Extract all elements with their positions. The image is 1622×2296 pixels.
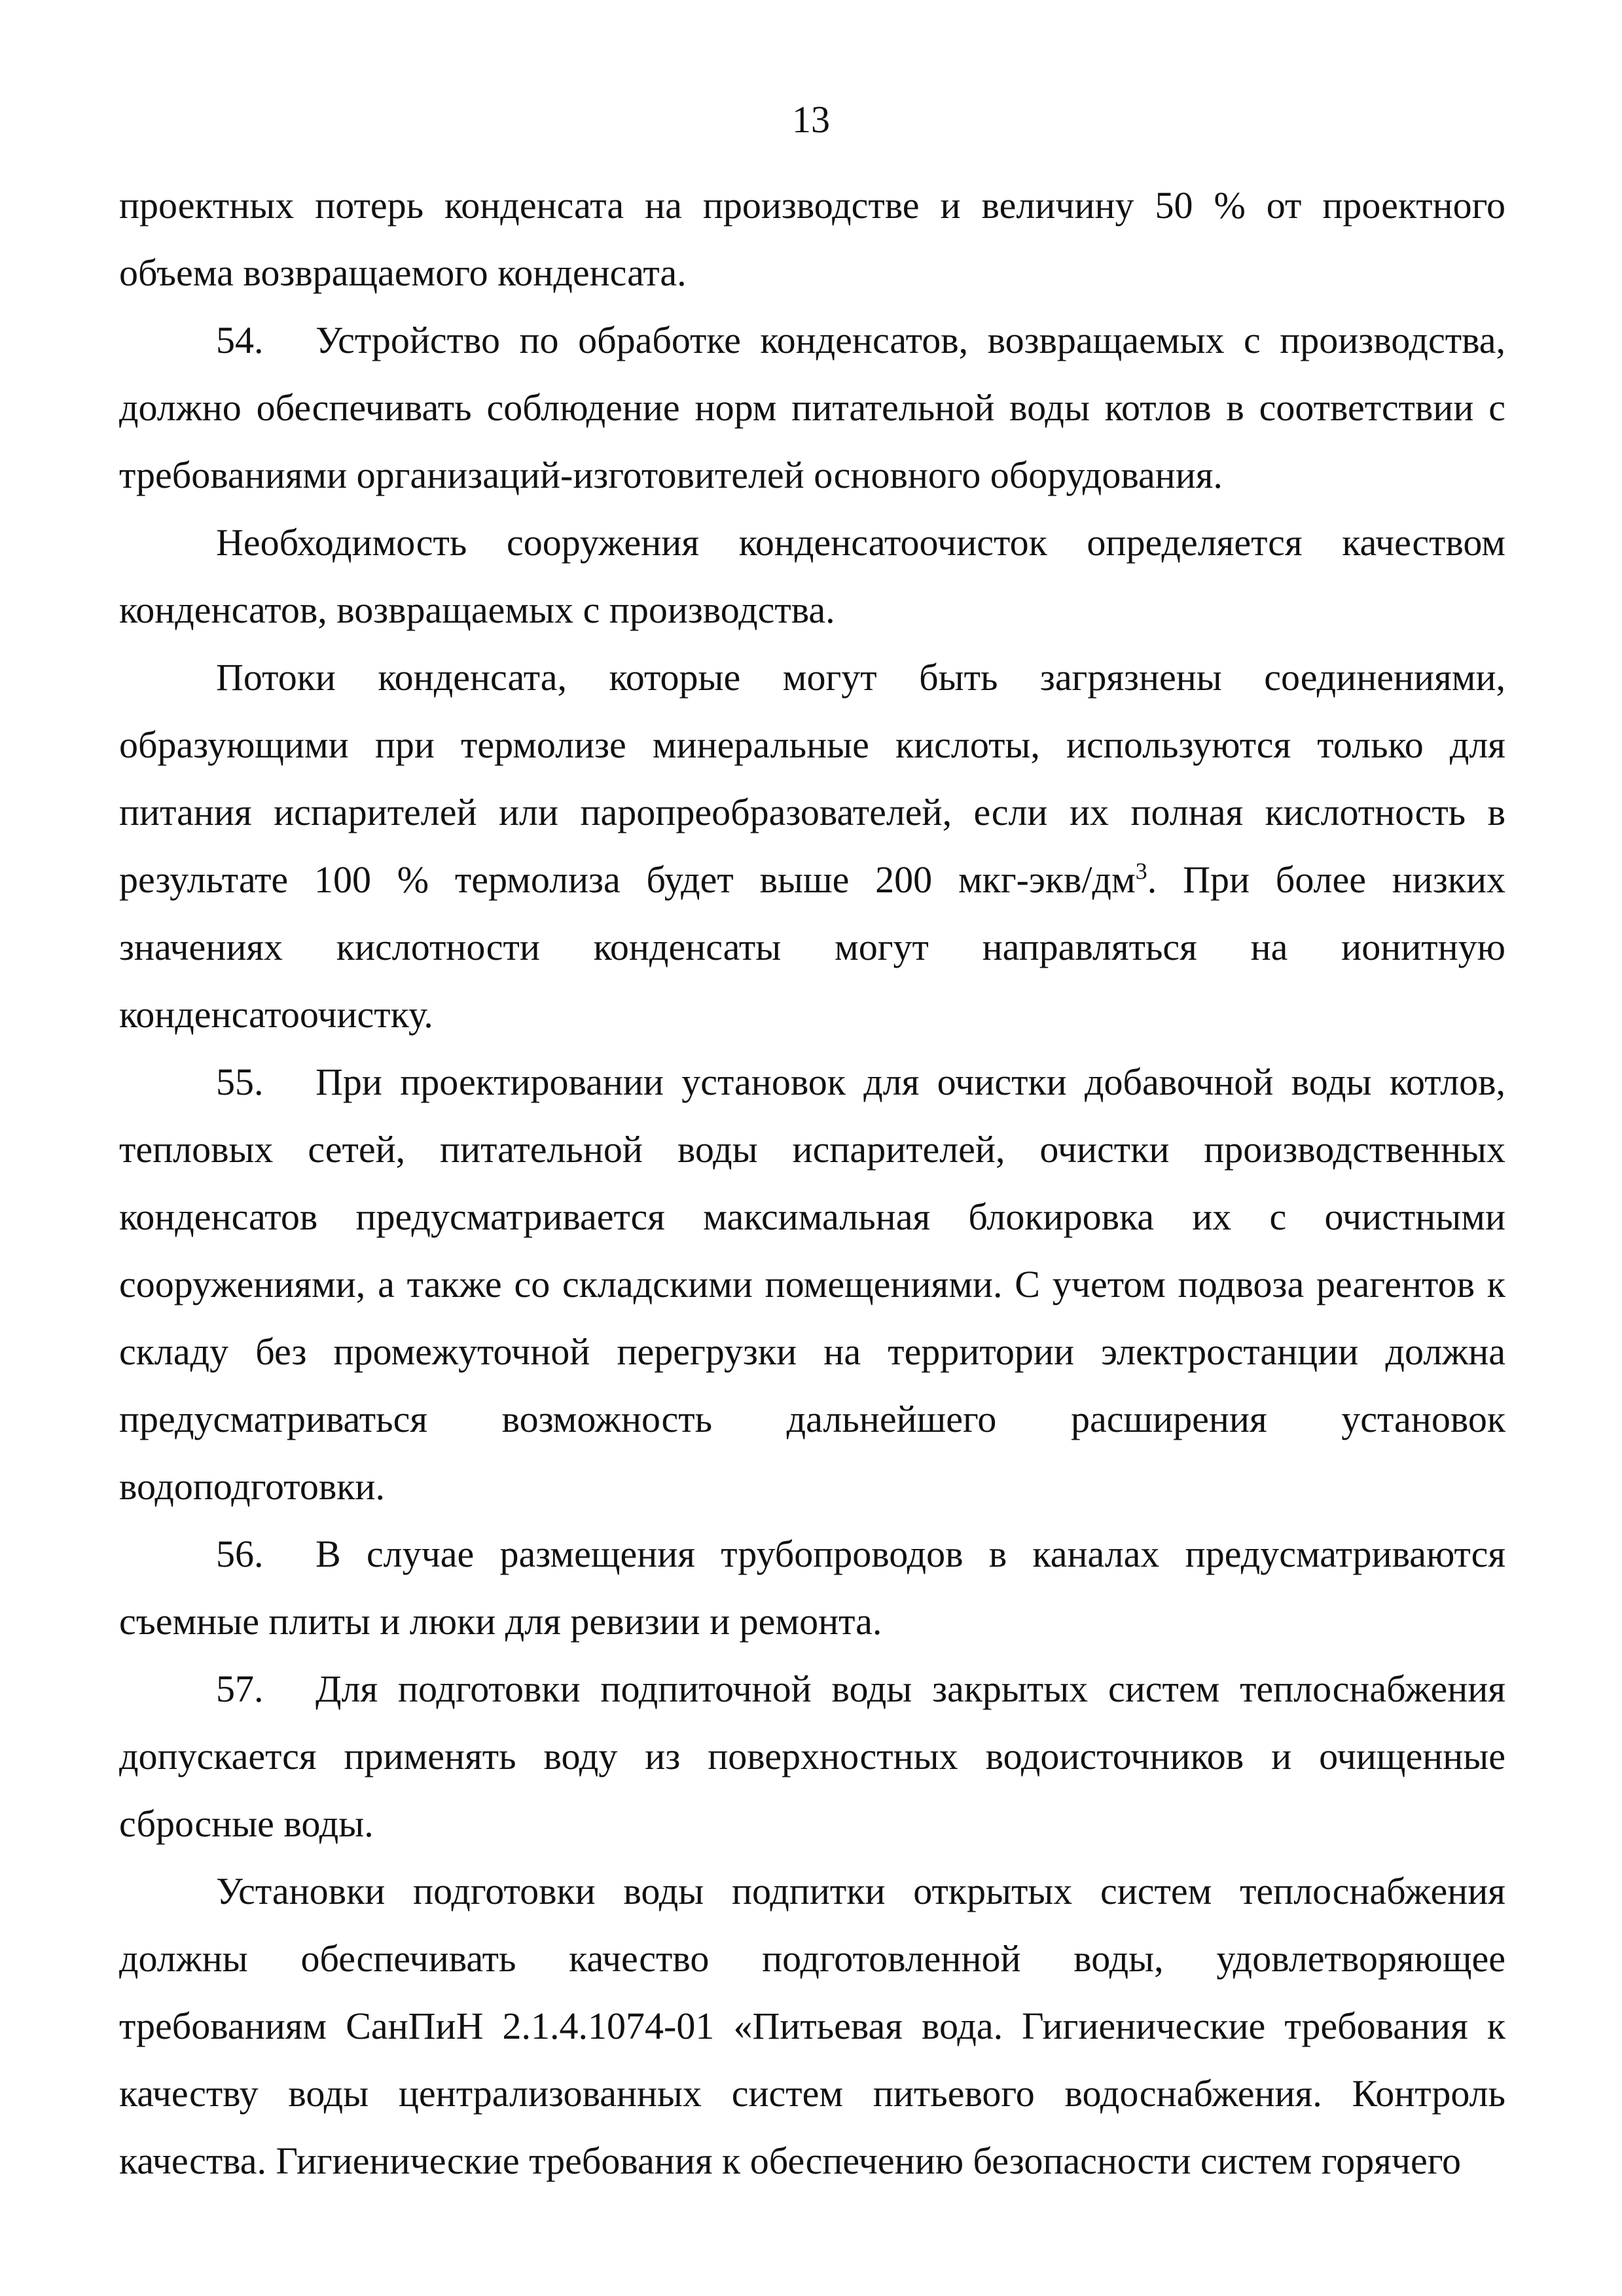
clause-number: 55. xyxy=(216,1061,264,1103)
paragraph-text: Устройство по обработке конденсатов, возвращаемых с производства, должно обеспечивать соблюдение норм питательной воды котлов в соответствии с требованиями организаций-изготовителей основного оборудования. xyxy=(119,319,1505,496)
paragraph-open-systems xyxy=(119,1857,1505,2195)
paragraph-57 xyxy=(119,1655,1505,1857)
paragraph-continuation xyxy=(119,172,1505,306)
paragraph-condensate-flows xyxy=(119,644,1505,1048)
clause-number: 56. xyxy=(216,1533,264,1575)
paragraph-text: В случае размещения трубопроводов в каналах предусматриваются съемные плиты и люки для ревизии и ремонта. xyxy=(119,1533,1505,1643)
paragraph-text: Установки подготовки воды подпитки открытых систем теплоснабжения должны обеспечивать качество подготовленной воды, удовлетворяющее требованиям СанПиН 2.1.4.1074-01 «Питьевая вода. Гигиенические требования к качеству воды централизованных систем питьевого водоснабжения. Контроль качества. Гигиенические требования к обеспечению безопасности систем горячего xyxy=(119,1870,1505,2182)
paragraph-56 xyxy=(119,1520,1505,1655)
paragraph-text: проектных потерь конденсата на производстве и величину 50 % от проектного объема возвращаемого конденсата. xyxy=(119,184,1505,294)
page-number: 13 xyxy=(792,98,830,141)
paragraph-text: . При более низких значениях кислотности конденсаты могут направляться на ионитную конденсатоочистку. xyxy=(119,858,1505,1036)
paragraph-text: Для подготовки подпиточной воды закрытых систем теплоснабжения допускается применять воду из поверхностных водоисточников и очищенные сбросные воды. xyxy=(119,1667,1505,1845)
paragraph-text: Необходимость сооружения конденсатоочисток определяется качеством конденсатов, возвращаемых с производства. xyxy=(119,521,1505,631)
clause-number: 54. xyxy=(216,319,264,361)
paragraph-54 xyxy=(119,306,1505,509)
paragraph-text: Потоки конденсата, которые могут быть загрязнены соединениями, образующими при термолизе минеральные кислоты, используются только для питания испарителей или паропреобразователей, если их полная кислотность в результате 100 % термолиза будет выше 200 мкг-экв/дм xyxy=(119,656,1505,901)
paragraph-55 xyxy=(119,1048,1505,1520)
document-body xyxy=(119,172,1505,2195)
superscript: 3 xyxy=(1135,858,1147,884)
clause-number: 57. xyxy=(216,1667,264,1710)
paragraph-text: При проектировании установок для очистки добавочной воды котлов, тепловых сетей, питательной воды испарителей, очистки производственных конденсатов предусматривается максимальная блокировка их с очистными сооружениями, а также со складскими помещениями. С учетом подвоза реагентов к складу без промежуточной перегрузки на территории электростанции должна предусматриваться возможность дальнейшего расширения установок водоподготовки. xyxy=(119,1061,1505,1508)
paragraph-condensate-cleaning xyxy=(119,509,1505,644)
